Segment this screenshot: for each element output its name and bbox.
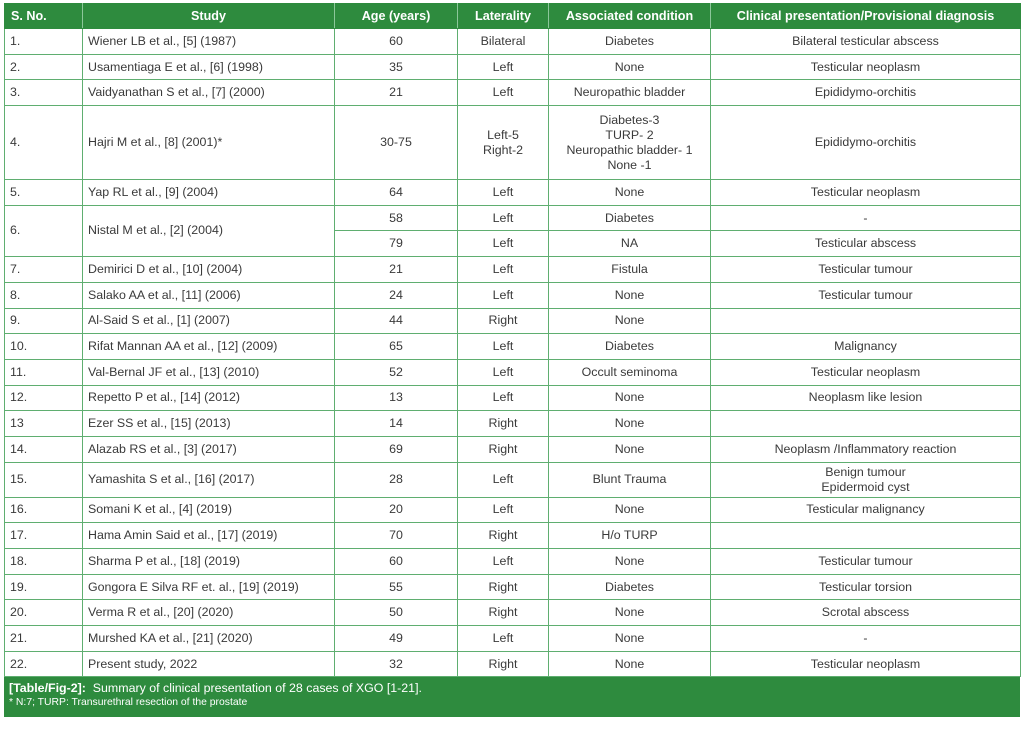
- cell-study: Somani K et al., [4] (2019): [83, 497, 335, 523]
- cell-diagnosis: [711, 411, 1021, 437]
- cell-condition: Occult seminoma: [549, 359, 711, 385]
- cell-laterality: Left: [458, 462, 549, 497]
- cell-diagnosis: Testicular torsion: [711, 574, 1021, 600]
- table-body: [5, 29, 1021, 677]
- cell-laterality: Left: [458, 180, 549, 206]
- cell-condition-line: Neuropathic bladder- 1: [566, 142, 693, 157]
- cell-diagnosis: [711, 462, 1021, 497]
- caption-note: * N:7; TURP: Transurethral resection of the prostate: [9, 697, 248, 709]
- cell-age: 65: [335, 334, 458, 360]
- cell-study: Nistal M et al., [2] (2004): [83, 205, 335, 256]
- cell-sno: 19.: [5, 574, 83, 600]
- cell-condition: None: [549, 436, 711, 462]
- cell-diagnosis: Neoplasm /Inflammatory reaction: [711, 436, 1021, 462]
- cell-condition: None: [549, 411, 711, 437]
- cell-age: 14: [335, 411, 458, 437]
- cell-study: Yap RL et al., [9] (2004): [83, 180, 335, 206]
- cell-diagnosis: Testicular neoplasm: [711, 180, 1021, 206]
- cell-sno: 11.: [5, 359, 83, 385]
- table-row: [5, 600, 1021, 626]
- cell-condition: None: [549, 497, 711, 523]
- table-row: [5, 80, 1021, 106]
- cell-condition: None: [549, 308, 711, 334]
- cell-study: Al-Said S et al., [1] (2007): [83, 308, 335, 334]
- cell-sno: 22.: [5, 651, 83, 677]
- table-row: [5, 359, 1021, 385]
- cell-study: Ezer SS et al., [15] (2013): [83, 411, 335, 437]
- cell-condition: [549, 106, 711, 180]
- cell-age: 69: [335, 436, 458, 462]
- summary-table: [4, 3, 1021, 677]
- cell-study: Repetto P et al., [14] (2012): [83, 385, 335, 411]
- cell-laterality: Right: [458, 651, 549, 677]
- cell-study: Hama Amin Said et al., [17] (2019): [83, 523, 335, 549]
- cell-sno: 4.: [5, 106, 83, 180]
- cell-sno: 9.: [5, 308, 83, 334]
- cell-age: 13: [335, 385, 458, 411]
- cell-laterality: Left: [458, 205, 549, 231]
- cell-laterality: Right: [458, 308, 549, 334]
- cell-diagnosis: Epididymo-orchitis: [711, 80, 1021, 106]
- table-header-row: [5, 4, 1021, 29]
- header-study: Study: [83, 4, 335, 29]
- cell-study: Vaidyanathan S et al., [7] (2000): [83, 80, 335, 106]
- cell-laterality: Right: [458, 574, 549, 600]
- cell-study: Murshed KA et al., [21] (2020): [83, 626, 335, 652]
- cell-laterality: [458, 106, 549, 180]
- cell-laterality: Left: [458, 231, 549, 257]
- cell-diagnosis: Testicular tumour: [711, 282, 1021, 308]
- cell-diagnosis: Epididymo-orchitis: [711, 106, 1021, 180]
- cell-laterality: Right: [458, 411, 549, 437]
- table-row: [5, 180, 1021, 206]
- cell-laterality: Left: [458, 282, 549, 308]
- cell-condition: None: [549, 54, 711, 80]
- cell-diagnosis: Testicular neoplasm: [711, 359, 1021, 385]
- cell-age: 64: [335, 180, 458, 206]
- cell-age: 60: [335, 549, 458, 575]
- cell-study: Yamashita S et al., [16] (2017): [83, 462, 335, 497]
- cell-age: 70: [335, 523, 458, 549]
- cell-diagnosis: Testicular tumour: [711, 549, 1021, 575]
- cell-condition: Blunt Trauma: [549, 462, 711, 497]
- cell-condition: None: [549, 282, 711, 308]
- cell-age: 20: [335, 497, 458, 523]
- cell-study: Verma R et al., [20] (2020): [83, 600, 335, 626]
- cell-sno: 5.: [5, 180, 83, 206]
- cell-condition: None: [549, 600, 711, 626]
- cell-age: 32: [335, 651, 458, 677]
- cell-diagnosis: [711, 523, 1021, 549]
- table-row: [5, 497, 1021, 523]
- cell-condition-line: None -1: [607, 157, 652, 172]
- cell-study: Wiener LB et al., [5] (1987): [83, 29, 335, 55]
- table-row: [5, 385, 1021, 411]
- cell-condition-line: TURP- 2: [605, 127, 654, 142]
- cell-condition: None: [549, 626, 711, 652]
- cell-diagnosis: -: [711, 205, 1021, 231]
- cell-sno: 21.: [5, 626, 83, 652]
- cell-study: Alazab RS et al., [3] (2017): [83, 436, 335, 462]
- cell-condition: NA: [549, 231, 711, 257]
- cell-condition: Diabetes: [549, 334, 711, 360]
- cell-laterality: Left: [458, 54, 549, 80]
- header-age: Age (years): [335, 4, 458, 29]
- cell-sno: 14.: [5, 436, 83, 462]
- cell-age: 24: [335, 282, 458, 308]
- cell-study: Sharma P et al., [18] (2019): [83, 549, 335, 575]
- cell-condition: Fistula: [549, 257, 711, 283]
- cell-condition-line: Diabetes-3: [599, 112, 660, 127]
- cell-laterality-line: Right-2: [483, 142, 523, 157]
- table-row: [5, 106, 1021, 180]
- cell-laterality: Left: [458, 626, 549, 652]
- cell-condition: None: [549, 180, 711, 206]
- cell-condition: Diabetes: [549, 574, 711, 600]
- table-row: [5, 29, 1021, 55]
- header-diagnosis: Clinical presentation/Provisional diagnosis: [711, 4, 1021, 29]
- cell-diagnosis: Bilateral testicular abscess: [711, 29, 1021, 55]
- cell-sno: 17.: [5, 523, 83, 549]
- cell-study: Usamentiaga E et al., [6] (1998): [83, 54, 335, 80]
- cell-age: 52: [335, 359, 458, 385]
- cell-age: 50: [335, 600, 458, 626]
- cell-age: 60: [335, 29, 458, 55]
- cell-study: Hajri M et al., [8] (2001)*: [83, 106, 335, 180]
- header-laterality: Laterality: [458, 4, 549, 29]
- cell-sno: 6.: [5, 205, 83, 256]
- cell-diagnosis: Testicular malignancy: [711, 497, 1021, 523]
- table-row: [5, 282, 1021, 308]
- cell-age: 21: [335, 257, 458, 283]
- cell-laterality: Right: [458, 523, 549, 549]
- cell-condition: Diabetes: [549, 29, 711, 55]
- header-sno: S. No.: [5, 4, 83, 29]
- cell-sno: 16.: [5, 497, 83, 523]
- cell-laterality: Left: [458, 549, 549, 575]
- caption-text: Summary of clinical presentation of 28 cases of XGO [1-21].: [92, 681, 422, 696]
- cell-sno: 7.: [5, 257, 83, 283]
- cell-study: Val-Bernal JF et al., [13] (2010): [83, 359, 335, 385]
- cell-age: 35: [335, 54, 458, 80]
- cell-laterality: Bilateral: [458, 29, 549, 55]
- cell-laterality: Left: [458, 80, 549, 106]
- cell-age: 79: [335, 231, 458, 257]
- cell-diagnosis: Malignancy: [711, 334, 1021, 360]
- cell-diagnosis: Scrotal abscess: [711, 600, 1021, 626]
- header-condition: Associated condition: [549, 4, 711, 29]
- cell-age: 55: [335, 574, 458, 600]
- cell-condition: Diabetes: [549, 205, 711, 231]
- document-page: [4, 3, 1020, 717]
- table-row: [5, 54, 1021, 80]
- cell-diagnosis: Neoplasm like lesion: [711, 385, 1021, 411]
- cell-laterality: Left: [458, 385, 549, 411]
- cell-age: 49: [335, 626, 458, 652]
- cell-diagnosis: Testicular neoplasm: [711, 651, 1021, 677]
- cell-sno: 15.: [5, 462, 83, 497]
- cell-sno: 12.: [5, 385, 83, 411]
- cell-sno: 3.: [5, 80, 83, 106]
- cell-condition: H/o TURP: [549, 523, 711, 549]
- cell-age: 30-75: [335, 106, 458, 180]
- table-row: [5, 523, 1021, 549]
- cell-diagnosis-line: Epidermoid cyst: [821, 479, 910, 494]
- cell-study: Demirici D et al., [10] (2004): [83, 257, 335, 283]
- cell-sno: 1.: [5, 29, 83, 55]
- cell-laterality: Left: [458, 257, 549, 283]
- cell-condition: None: [549, 549, 711, 575]
- cell-sno: 10.: [5, 334, 83, 360]
- cell-diagnosis-line: Benign tumour: [825, 464, 906, 479]
- table-row: [5, 574, 1021, 600]
- cell-sno: 18.: [5, 549, 83, 575]
- cell-condition: None: [549, 385, 711, 411]
- table-row: [5, 549, 1021, 575]
- cell-age: 28: [335, 462, 458, 497]
- cell-laterality: Left: [458, 334, 549, 360]
- cell-laterality-line: Left-5: [487, 127, 519, 142]
- table-row: [5, 308, 1021, 334]
- cell-sno: 8.: [5, 282, 83, 308]
- caption-label: [Table/Fig-2]:: [9, 681, 86, 696]
- cell-condition: Neuropathic bladder: [549, 80, 711, 106]
- cell-laterality: Right: [458, 600, 549, 626]
- cell-diagnosis: Testicular tumour: [711, 257, 1021, 283]
- table-row: [5, 205, 1021, 231]
- cell-diagnosis: Testicular abscess: [711, 231, 1021, 257]
- cell-laterality: Right: [458, 436, 549, 462]
- table-row: [5, 257, 1021, 283]
- table-row: [5, 626, 1021, 652]
- cell-condition: None: [549, 651, 711, 677]
- cell-study: Present study, 2022: [83, 651, 335, 677]
- table-caption: [4, 677, 1020, 717]
- cell-laterality: Left: [458, 359, 549, 385]
- cell-diagnosis: Testicular neoplasm: [711, 54, 1021, 80]
- cell-age: 21: [335, 80, 458, 106]
- cell-sno: 20.: [5, 600, 83, 626]
- cell-laterality: Left: [458, 497, 549, 523]
- cell-age: 44: [335, 308, 458, 334]
- caption-title: [9, 680, 1015, 696]
- cell-sno: 13: [5, 411, 83, 437]
- cell-age: 58: [335, 205, 458, 231]
- table-row: [5, 436, 1021, 462]
- cell-study: Salako AA et al., [11] (2006): [83, 282, 335, 308]
- cell-study: Rifat Mannan AA et al., [12] (2009): [83, 334, 335, 360]
- table-row: [5, 651, 1021, 677]
- cell-diagnosis: -: [711, 626, 1021, 652]
- cell-diagnosis: [711, 308, 1021, 334]
- table-row: [5, 334, 1021, 360]
- cell-study: Gongora E Silva RF et. al., [19] (2019): [83, 574, 335, 600]
- table-row: [5, 411, 1021, 437]
- cell-sno: 2.: [5, 54, 83, 80]
- table-row: [5, 462, 1021, 497]
